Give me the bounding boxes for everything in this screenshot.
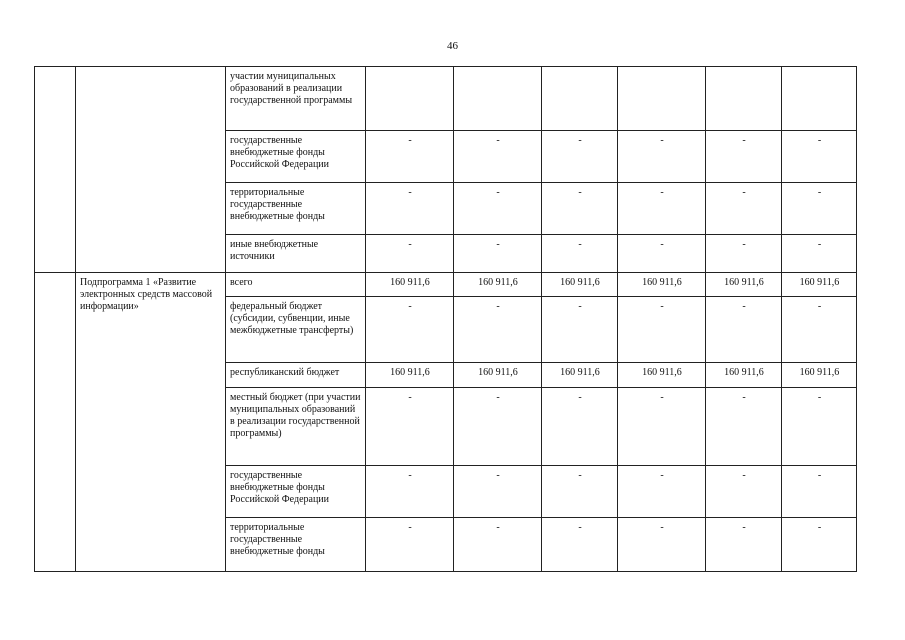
value-cell: 160 911,6 bbox=[366, 363, 454, 388]
value-cell: - bbox=[542, 235, 618, 273]
funding-source-cell: государственные внебюджетные фонды Российской Федерации bbox=[226, 466, 366, 518]
value-cell bbox=[706, 67, 782, 131]
funding-source-cell: территориальные государственные внебюджетные фонды bbox=[226, 183, 366, 235]
table-row bbox=[35, 273, 857, 297]
value-cell: - bbox=[618, 388, 706, 466]
subprogram-name-cell: Подпрограмма 1 «Развитие электронных средств массовой информации» bbox=[76, 273, 226, 572]
funding-source-cell: территориальные государственные внебюджетные фонды bbox=[226, 518, 366, 572]
value-cell: 160 911,6 bbox=[454, 363, 542, 388]
number-cell bbox=[35, 67, 76, 273]
value-cell: - bbox=[618, 297, 706, 363]
value-cell: - bbox=[542, 518, 618, 572]
value-cell: - bbox=[618, 235, 706, 273]
funding-source-cell: местный бюджет (при участии муниципальных образований в реализации государственной программы) bbox=[226, 388, 366, 466]
value-cell: 160 911,6 bbox=[618, 273, 706, 297]
value-cell: - bbox=[618, 183, 706, 235]
value-cell: 160 911,6 bbox=[706, 273, 782, 297]
value-cell: - bbox=[366, 235, 454, 273]
value-cell: - bbox=[542, 466, 618, 518]
value-cell: 160 911,6 bbox=[782, 273, 857, 297]
value-cell: - bbox=[782, 297, 857, 363]
value-cell: - bbox=[454, 131, 542, 183]
value-cell: 160 911,6 bbox=[618, 363, 706, 388]
value-cell bbox=[618, 67, 706, 131]
value-cell bbox=[782, 67, 857, 131]
value-cell: 160 911,6 bbox=[542, 273, 618, 297]
value-cell: - bbox=[706, 131, 782, 183]
program-cell bbox=[76, 67, 226, 273]
value-cell: - bbox=[782, 183, 857, 235]
value-cell: - bbox=[618, 131, 706, 183]
value-cell: - bbox=[366, 388, 454, 466]
value-cell: - bbox=[366, 466, 454, 518]
table-row bbox=[35, 67, 857, 131]
value-cell: - bbox=[706, 235, 782, 273]
value-cell: - bbox=[782, 518, 857, 572]
value-cell: - bbox=[542, 183, 618, 235]
funding-source-cell: государственные внебюджетные фонды Российской Федерации bbox=[226, 131, 366, 183]
value-cell: - bbox=[542, 297, 618, 363]
page-number: 46 bbox=[447, 40, 458, 52]
value-cell: - bbox=[618, 466, 706, 518]
funding-source-cell: федеральный бюджет (субсидии, субвенции, иные межбюджетные трансферты) bbox=[226, 297, 366, 363]
value-cell: 160 911,6 bbox=[366, 273, 454, 297]
value-cell: - bbox=[542, 388, 618, 466]
funding-source-cell: участии муниципальных образований в реализации государственной программы bbox=[226, 67, 366, 131]
value-cell: - bbox=[366, 131, 454, 183]
value-cell: - bbox=[782, 235, 857, 273]
value-cell: - bbox=[454, 297, 542, 363]
value-cell: 160 911,6 bbox=[542, 363, 618, 388]
value-cell: - bbox=[366, 183, 454, 235]
value-cell: - bbox=[366, 297, 454, 363]
value-cell: 160 911,6 bbox=[706, 363, 782, 388]
value-cell: - bbox=[782, 466, 857, 518]
value-cell: - bbox=[454, 518, 542, 572]
value-cell: - bbox=[706, 183, 782, 235]
funding-source-cell: республиканский бюджет bbox=[226, 363, 366, 388]
number-cell bbox=[35, 273, 76, 572]
value-cell bbox=[542, 67, 618, 131]
value-cell bbox=[366, 67, 454, 131]
value-cell: - bbox=[706, 297, 782, 363]
value-cell bbox=[454, 67, 542, 131]
value-cell: - bbox=[706, 518, 782, 572]
value-cell: - bbox=[782, 388, 857, 466]
value-cell: - bbox=[706, 388, 782, 466]
value-cell: - bbox=[454, 183, 542, 235]
budget-table bbox=[34, 66, 857, 572]
value-cell: - bbox=[542, 131, 618, 183]
value-cell: - bbox=[454, 466, 542, 518]
value-cell: - bbox=[618, 518, 706, 572]
value-cell: - bbox=[366, 518, 454, 572]
value-cell: - bbox=[454, 388, 542, 466]
value-cell: 160 911,6 bbox=[782, 363, 857, 388]
funding-source-cell: иные внебюджетные источники bbox=[226, 235, 366, 273]
value-cell: - bbox=[706, 466, 782, 518]
value-cell: - bbox=[782, 131, 857, 183]
value-cell: 160 911,6 bbox=[454, 273, 542, 297]
value-cell: - bbox=[454, 235, 542, 273]
funding-source-cell: всего bbox=[226, 273, 366, 297]
